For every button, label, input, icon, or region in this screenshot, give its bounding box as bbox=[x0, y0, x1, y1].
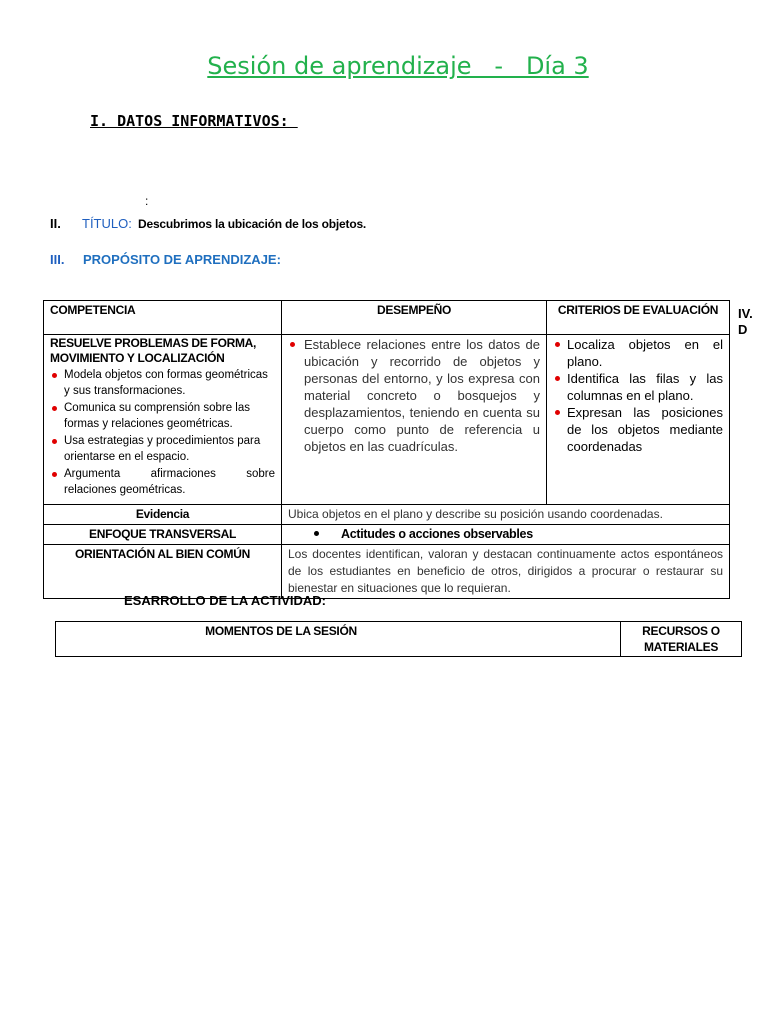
enfoque-text: Actitudes o acciones observables bbox=[341, 527, 533, 541]
list-item: Expresan las posiciones de los objetos mediante coordenadas bbox=[553, 404, 723, 455]
desempeno-text: Establece relaciones entre los datos de ubicación y recorrido de objetos y personas del entorno, y los expresa con material concreto o bosquejos y desplazamientos, teniendo en cuenta su cuerpo como punto de referencia u objetos en las cuadrículas. bbox=[288, 336, 540, 455]
side-note bbox=[738, 306, 753, 338]
section-heading-datos: I. DATOS INFORMATIVOS: bbox=[90, 112, 298, 130]
criterios-cell bbox=[547, 335, 730, 505]
enfoque-cell bbox=[282, 525, 730, 545]
session-moments-table bbox=[55, 621, 742, 657]
learning-purpose-table bbox=[43, 300, 730, 599]
development-heading: ESARROLLO DE LA ACTIVIDAD: bbox=[124, 593, 326, 608]
page-title: Sesión de aprendizaje - Día 3 bbox=[207, 52, 589, 80]
header-desempeno: DESEMPEÑO bbox=[282, 301, 547, 335]
content-row bbox=[44, 335, 730, 505]
bullet-dot bbox=[314, 531, 319, 536]
list-item: Identifica las filas y las columnas en el plano. bbox=[553, 370, 723, 404]
purpose-heading: PROPÓSITO DE APRENDIZAJE: bbox=[83, 252, 281, 267]
orientacion-text: Los docentes identifican, valoran y destacan continuamente actos espontáneos de los estudiantes en beneficio de otros, dirigidos a procurar o restaurar su bienestar en situaciones que lo requieran. bbox=[282, 545, 730, 599]
desempeno-cell bbox=[282, 335, 547, 505]
side-note-line-1: IV. bbox=[738, 306, 753, 321]
title-label: TÍTULO: bbox=[82, 216, 132, 231]
section-number-2: II. bbox=[50, 216, 61, 231]
desempeno-list bbox=[288, 336, 540, 455]
competencia-title: RESUELVE PROBLEMAS DE FORMA, MOVIMIENTO Y LOCALIZACIÓN bbox=[50, 336, 257, 365]
header-momentos: MOMENTOS DE LA SESIÓN bbox=[56, 622, 621, 657]
evidencia-row bbox=[44, 505, 730, 525]
list-item: Localiza objetos en el plano. bbox=[553, 336, 723, 370]
orientacion-row bbox=[44, 545, 730, 599]
header-row bbox=[56, 622, 742, 657]
competencia-cell bbox=[44, 335, 282, 505]
header-competencia: COMPETENCIA bbox=[44, 301, 282, 335]
criterios-list bbox=[553, 336, 723, 455]
colon-mark: : bbox=[145, 194, 149, 208]
list-item: Modela objetos con formas geométricas y sus transformaciones. bbox=[50, 367, 275, 399]
enfoque-label: ENFOQUE TRANSVERSAL bbox=[44, 525, 282, 545]
session-title-text: Descubrimos la ubicación de los objetos. bbox=[138, 217, 367, 231]
list-item: Usa estrategias y procedimientos para orientarse en el espacio. bbox=[50, 433, 275, 465]
list-item: Comunica su comprensión sobre las formas y relaciones geométricas. bbox=[50, 400, 275, 432]
side-note-line-2: D bbox=[738, 322, 748, 337]
enfoque-row bbox=[44, 525, 730, 545]
header-criterios: CRITERIOS DE EVALUACIÓN bbox=[547, 301, 730, 335]
header-recursos: RECURSOS O MATERIALES bbox=[621, 622, 742, 657]
evidencia-label: Evidencia bbox=[44, 505, 282, 525]
section-number-3: III. bbox=[50, 252, 65, 267]
evidencia-text: Ubica objetos en el plano y describe su posición usando coordenadas. bbox=[282, 505, 730, 525]
list-item: Argumenta afirmaciones sobre relaciones geométricas. bbox=[50, 466, 275, 498]
orientacion-label: ORIENTACIÓN AL BIEN COMÚN bbox=[44, 545, 282, 599]
header-row bbox=[44, 301, 730, 335]
capacidades-list bbox=[50, 367, 275, 498]
